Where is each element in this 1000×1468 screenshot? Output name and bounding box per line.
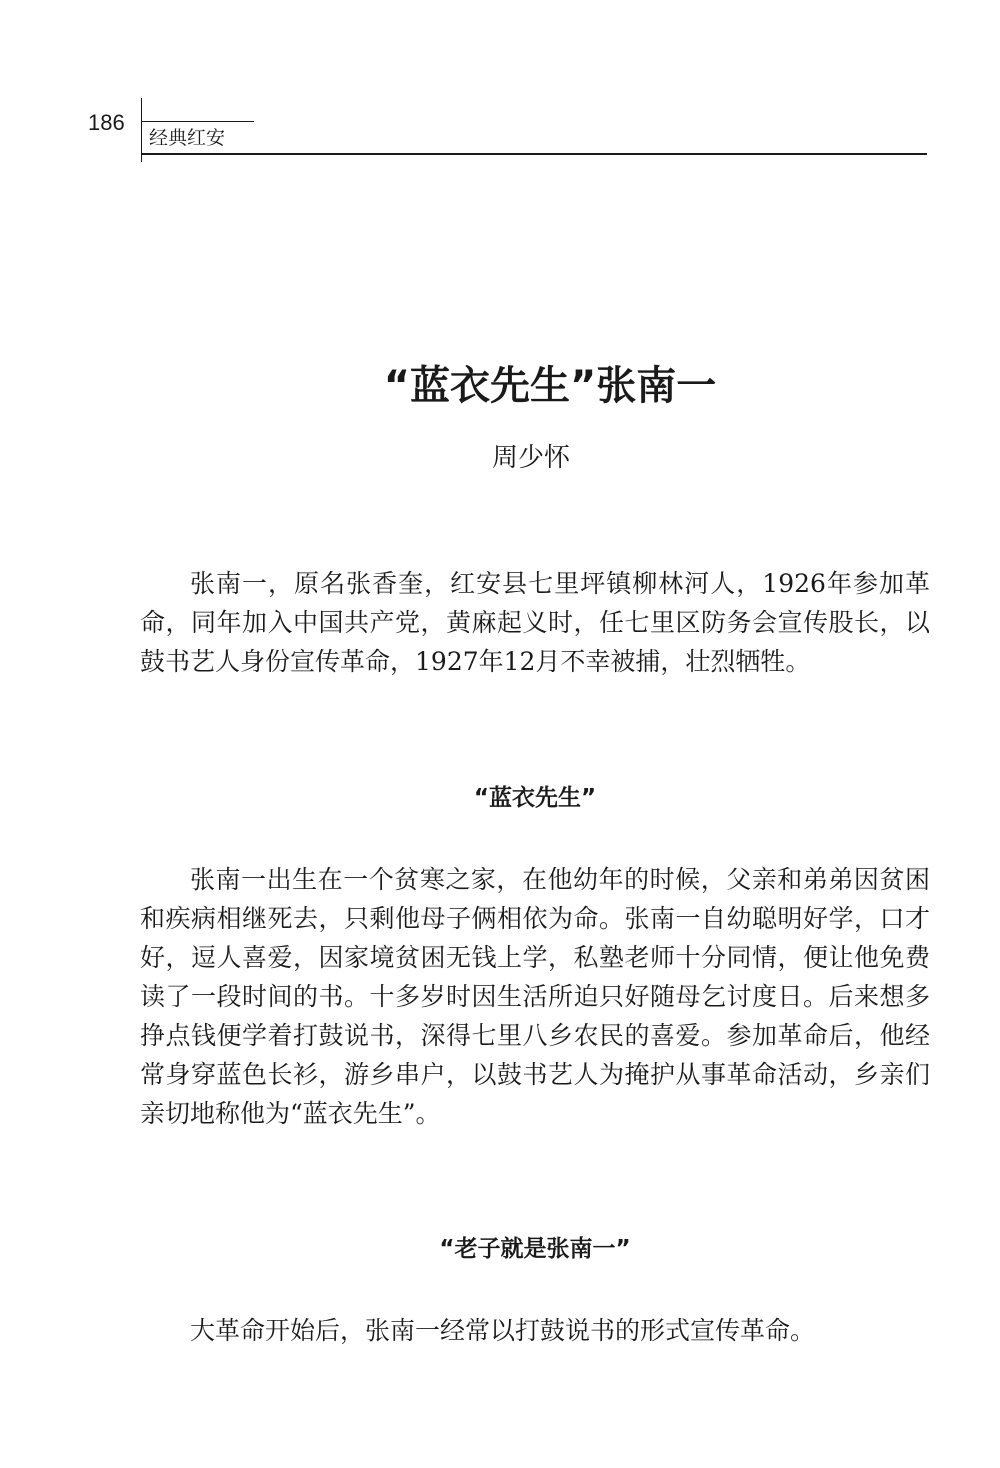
article-title: “蓝衣先生”张南一	[383, 363, 717, 409]
section-heading-2: “老子就是张南一”	[439, 1236, 631, 1262]
header-rule	[141, 153, 927, 155]
running-header-title: 经典红安	[149, 127, 226, 149]
article-author: 周少怀	[491, 443, 570, 473]
section-paragraph-1: 张南一出生在一个贫寒之家，在他幼年的时候，父亲和弟弟因贫困和疾病相继死去，只剩他母子俩相依为命。张南一自幼聪明好学，口才好，逗人喜爱，因家境贫困无钱上学，私塾老师十分同情，便让他免费读了一段时间的书。十多岁时因生活所迫只好随母乞讨度日。后来想多挣点钱便学着打鼓说书，深得七里八乡农民的喜爱。参加革命后，他经常身穿蓝色长衫，游乡串户，以鼓书艺人为掩护从事革命活动，乡亲们亲切地称他为“蓝衣先生”。	[140, 865, 930, 1128]
intro-paragraph: 张南一，原名张香奎，红安县七里坪镇柳林河人，1926年参加革命，同年加入中国共产党，黄麻起义时，任七里区防务会宣传股长，以鼓书艺人身份宣传革命，1927年12月不幸被捕，壮烈牺牲。	[140, 569, 930, 676]
header-short-rule	[141, 121, 254, 122]
section-heading-1: “蓝衣先生”	[473, 785, 597, 811]
page-number: 186	[88, 110, 125, 135]
section-paragraph-2: 大革命开始后，张南一经常以打鼓说书的形式宣传革命。	[190, 1316, 816, 1345]
